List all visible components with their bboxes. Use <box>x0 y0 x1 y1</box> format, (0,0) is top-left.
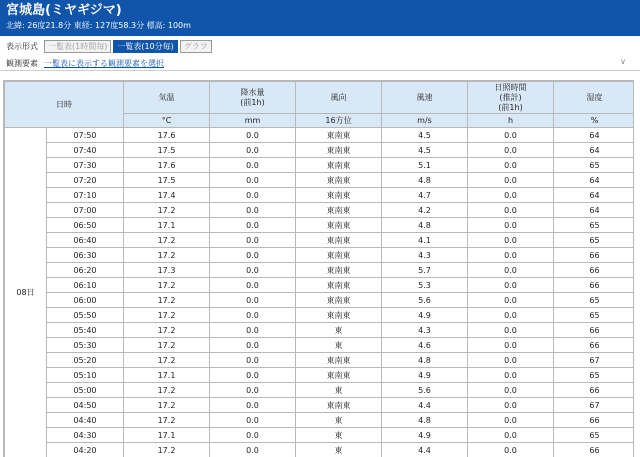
humidity-cell: 66 <box>554 443 635 457</box>
temperature-cell: 17.2 <box>124 338 210 353</box>
wind-speed-cell: 5.7 <box>382 263 468 278</box>
header-temperature <box>124 82 210 114</box>
humidity-cell: 66 <box>554 248 635 263</box>
sunshine-cell: 0.0 <box>468 323 554 338</box>
wind-speed-cell: 4.9 <box>382 428 468 443</box>
wind-direction-cell: 東南東 <box>296 218 382 233</box>
wind-direction-cell: 東南東 <box>296 203 382 218</box>
temperature-cell: 17.2 <box>124 278 210 293</box>
time-cell: 07:50 <box>47 128 124 143</box>
wind-direction-cell: 東 <box>296 323 382 338</box>
header-humidity-text: 湿度 <box>586 92 603 102</box>
humidity-cell: 67 <box>554 398 635 413</box>
wind-direction-cell: 東南東 <box>296 248 382 263</box>
precipitation-cell: 0.0 <box>210 293 296 308</box>
table-row <box>5 248 635 263</box>
wind-speed-cell: 4.3 <box>382 248 468 263</box>
table-row <box>5 383 635 398</box>
header-sunshine <box>468 82 554 114</box>
wind-direction-cell: 東 <box>296 428 382 443</box>
time-cell: 04:20 <box>47 443 124 457</box>
time-cell: 07:00 <box>47 203 124 218</box>
wind-speed-cell: 4.3 <box>382 323 468 338</box>
time-cell: 05:30 <box>47 338 124 353</box>
temperature-cell: 17.2 <box>124 443 210 457</box>
header-wind-speed <box>382 82 468 114</box>
wind-direction-cell: 東南東 <box>296 233 382 248</box>
temperature-cell: 17.2 <box>124 248 210 263</box>
unit-sunshine: h <box>468 114 554 128</box>
time-cell: 06:00 <box>47 293 124 308</box>
humidity-cell: 66 <box>554 278 635 293</box>
wind-direction-cell: 東 <box>296 338 382 353</box>
table-row <box>5 293 635 308</box>
chevron-down-icon[interactable]: ∨ <box>620 57 626 66</box>
temperature-cell: 17.2 <box>124 323 210 338</box>
hourly-table-button[interactable]: 一覧表(1時間毎) <box>44 40 111 53</box>
humidity-cell: 64 <box>554 128 635 143</box>
temperature-cell: 17.4 <box>124 188 210 203</box>
station-coords: 北緯: 26度21.8分 東経: 127度58.3分 標高: 100m <box>6 21 191 30</box>
time-cell: 06:40 <box>47 233 124 248</box>
day-cell: 08日 <box>5 128 47 457</box>
temperature-cell: 17.5 <box>124 143 210 158</box>
wind-speed-cell: 4.9 <box>382 308 468 323</box>
unit-precipitation: mm <box>210 114 296 128</box>
time-cell: 07:10 <box>47 188 124 203</box>
observation-table <box>4 81 634 457</box>
sunshine-cell: 0.0 <box>468 293 554 308</box>
sunshine-cell: 0.0 <box>468 203 554 218</box>
header-sunshine-text: 日照時間 (推計) (前1h) <box>494 82 527 112</box>
table-row <box>5 368 635 383</box>
time-cell: 07:30 <box>47 158 124 173</box>
table-row <box>5 338 635 353</box>
wind-direction-cell: 東 <box>296 383 382 398</box>
time-cell: 05:20 <box>47 353 124 368</box>
sunshine-cell: 0.0 <box>468 158 554 173</box>
humidity-cell: 65 <box>554 158 635 173</box>
sunshine-cell: 0.0 <box>468 413 554 428</box>
unit-humidity: % <box>554 114 635 128</box>
humidity-cell: 65 <box>554 308 635 323</box>
humidity-cell: 66 <box>554 338 635 353</box>
table-row <box>5 398 635 413</box>
time-cell: 05:40 <box>47 323 124 338</box>
display-format-row <box>0 38 640 54</box>
temperature-cell: 17.2 <box>124 398 210 413</box>
temperature-cell: 17.1 <box>124 218 210 233</box>
sunshine-cell: 0.0 <box>468 278 554 293</box>
display-format-label: 表示形式 <box>6 41 38 51</box>
sunshine-cell: 0.0 <box>468 128 554 143</box>
temperature-cell: 17.5 <box>124 173 210 188</box>
station-title: 宮城島(ミヤギジマ) <box>6 3 122 18</box>
humidity-cell: 65 <box>554 233 635 248</box>
humidity-cell: 64 <box>554 203 635 218</box>
observation-table-body <box>5 128 635 457</box>
table-row <box>5 173 635 188</box>
table-row <box>5 308 635 323</box>
sunshine-cell: 0.0 <box>468 233 554 248</box>
header-wind-speed-text: 風速 <box>416 92 433 102</box>
precipitation-cell: 0.0 <box>210 398 296 413</box>
humidity-cell: 65 <box>554 293 635 308</box>
wind-speed-cell: 4.4 <box>382 443 468 457</box>
header-wind-direction <box>296 82 382 114</box>
wind-speed-cell: 4.5 <box>382 128 468 143</box>
wind-speed-cell: 5.3 <box>382 278 468 293</box>
precipitation-cell: 0.0 <box>210 263 296 278</box>
wind-direction-cell: 東南東 <box>296 173 382 188</box>
time-cell: 04:40 <box>47 413 124 428</box>
precipitation-cell: 0.0 <box>210 143 296 158</box>
select-elements-link[interactable]: 一覧表に表示する観測要素を選択 <box>44 58 164 68</box>
wind-speed-cell: 5.1 <box>382 158 468 173</box>
temperature-cell: 17.2 <box>124 413 210 428</box>
humidity-cell: 66 <box>554 413 635 428</box>
precipitation-cell: 0.0 <box>210 233 296 248</box>
temperature-cell: 17.2 <box>124 353 210 368</box>
temperature-cell: 17.6 <box>124 128 210 143</box>
header-temperature-text: 気温 <box>158 92 175 102</box>
time-cell: 07:40 <box>47 143 124 158</box>
wind-speed-cell: 4.7 <box>382 188 468 203</box>
table-row <box>5 443 635 457</box>
wind-speed-cell: 4.4 <box>382 398 468 413</box>
time-cell: 06:10 <box>47 278 124 293</box>
sunshine-cell: 0.0 <box>468 218 554 233</box>
table-row <box>5 158 635 173</box>
sunshine-cell: 0.0 <box>468 248 554 263</box>
header-wind-direction-text: 風向 <box>330 92 347 102</box>
humidity-cell: 66 <box>554 383 635 398</box>
element-select-row <box>0 56 640 71</box>
sunshine-cell: 0.0 <box>468 428 554 443</box>
wind-direction-cell: 東南東 <box>296 293 382 308</box>
precipitation-cell: 0.0 <box>210 218 296 233</box>
humidity-cell: 67 <box>554 353 635 368</box>
precipitation-cell: 0.0 <box>210 338 296 353</box>
sunshine-cell: 0.0 <box>468 338 554 353</box>
precipitation-cell: 0.0 <box>210 443 296 457</box>
sunshine-cell: 0.0 <box>468 353 554 368</box>
temperature-cell: 17.2 <box>124 233 210 248</box>
wind-direction-cell: 東 <box>296 443 382 457</box>
time-cell: 06:20 <box>47 263 124 278</box>
humidity-cell: 65 <box>554 368 635 383</box>
precipitation-cell: 0.0 <box>210 383 296 398</box>
humidity-cell: 65 <box>554 218 635 233</box>
precipitation-cell: 0.0 <box>210 278 296 293</box>
temperature-cell: 17.1 <box>124 428 210 443</box>
wind-direction-cell: 東南東 <box>296 368 382 383</box>
table-row <box>5 278 635 293</box>
temperature-cell: 17.2 <box>124 383 210 398</box>
table-row <box>5 353 635 368</box>
humidity-cell: 64 <box>554 173 635 188</box>
time-cell: 06:50 <box>47 218 124 233</box>
wind-direction-cell: 東南東 <box>296 158 382 173</box>
time-cell: 05:10 <box>47 368 124 383</box>
precipitation-cell: 0.0 <box>210 173 296 188</box>
humidity-cell: 65 <box>554 428 635 443</box>
header-precipitation-text: 降水量 (前1h) <box>240 87 265 107</box>
ten-minute-table-button[interactable]: 一覧表(10分毎) <box>113 40 177 53</box>
table-row <box>5 143 635 158</box>
temperature-cell: 17.2 <box>124 203 210 218</box>
precipitation-cell: 0.0 <box>210 203 296 218</box>
sunshine-cell: 0.0 <box>468 188 554 203</box>
observation-table-wrapper[interactable] <box>3 80 634 457</box>
wind-direction-cell: 東南東 <box>296 188 382 203</box>
header-datetime: 日時 <box>5 82 124 128</box>
unit-temperature: °C <box>124 114 210 128</box>
humidity-cell: 66 <box>554 263 635 278</box>
sunshine-cell: 0.0 <box>468 173 554 188</box>
sunshine-cell: 0.0 <box>468 383 554 398</box>
precipitation-cell: 0.0 <box>210 413 296 428</box>
time-cell: 04:50 <box>47 398 124 413</box>
precipitation-cell: 0.0 <box>210 128 296 143</box>
wind-speed-cell: 4.8 <box>382 173 468 188</box>
sunshine-cell: 0.0 <box>468 398 554 413</box>
graph-button[interactable]: グラフ <box>180 40 212 53</box>
wind-speed-cell: 4.8 <box>382 413 468 428</box>
precipitation-cell: 0.0 <box>210 323 296 338</box>
wind-direction-cell: 東南東 <box>296 263 382 278</box>
table-row <box>5 128 635 143</box>
wind-direction-cell: 東 <box>296 413 382 428</box>
wind-speed-cell: 4.2 <box>382 203 468 218</box>
header-precipitation <box>210 82 296 114</box>
table-row <box>5 188 635 203</box>
wind-direction-cell: 東南東 <box>296 143 382 158</box>
temperature-cell: 17.6 <box>124 158 210 173</box>
temperature-cell: 17.2 <box>124 308 210 323</box>
wind-direction-cell: 東南東 <box>296 353 382 368</box>
wind-direction-cell: 東南東 <box>296 398 382 413</box>
precipitation-cell: 0.0 <box>210 308 296 323</box>
time-cell: 07:20 <box>47 173 124 188</box>
sunshine-cell: 0.0 <box>468 263 554 278</box>
precipitation-cell: 0.0 <box>210 353 296 368</box>
wind-speed-cell: 4.8 <box>382 218 468 233</box>
wind-direction-cell: 東南東 <box>296 278 382 293</box>
precipitation-cell: 0.0 <box>210 188 296 203</box>
table-row <box>5 233 635 248</box>
wind-speed-cell: 4.9 <box>382 368 468 383</box>
wind-speed-cell: 4.8 <box>382 353 468 368</box>
precipitation-cell: 0.0 <box>210 428 296 443</box>
table-row <box>5 218 635 233</box>
sunshine-cell: 0.0 <box>468 443 554 457</box>
table-row <box>5 203 635 218</box>
sunshine-cell: 0.0 <box>468 143 554 158</box>
wind-speed-cell: 4.5 <box>382 143 468 158</box>
temperature-cell: 17.1 <box>124 368 210 383</box>
table-row <box>5 323 635 338</box>
precipitation-cell: 0.0 <box>210 368 296 383</box>
temperature-cell: 17.3 <box>124 263 210 278</box>
time-cell: 05:50 <box>47 308 124 323</box>
wind-speed-cell: 4.6 <box>382 338 468 353</box>
wind-speed-cell: 4.1 <box>382 233 468 248</box>
header-humidity <box>554 82 635 114</box>
table-row <box>5 263 635 278</box>
sunshine-cell: 0.0 <box>468 368 554 383</box>
unit-wind-speed: m/s <box>382 114 468 128</box>
table-row <box>5 428 635 443</box>
time-cell: 06:30 <box>47 248 124 263</box>
wind-speed-cell: 5.6 <box>382 383 468 398</box>
wind-direction-cell: 東南東 <box>296 308 382 323</box>
humidity-cell: 64 <box>554 188 635 203</box>
wind-speed-cell: 5.6 <box>382 293 468 308</box>
wind-direction-cell: 東南東 <box>296 128 382 143</box>
sunshine-cell: 0.0 <box>468 308 554 323</box>
unit-wind-direction: 16方位 <box>296 114 382 128</box>
time-cell: 04:30 <box>47 428 124 443</box>
precipitation-cell: 0.0 <box>210 158 296 173</box>
humidity-cell: 66 <box>554 323 635 338</box>
humidity-cell: 64 <box>554 143 635 158</box>
element-label: 観測要素 <box>6 58 38 68</box>
time-cell: 05:00 <box>47 383 124 398</box>
station-header <box>0 0 640 36</box>
temperature-cell: 17.2 <box>124 293 210 308</box>
precipitation-cell: 0.0 <box>210 248 296 263</box>
table-row <box>5 413 635 428</box>
